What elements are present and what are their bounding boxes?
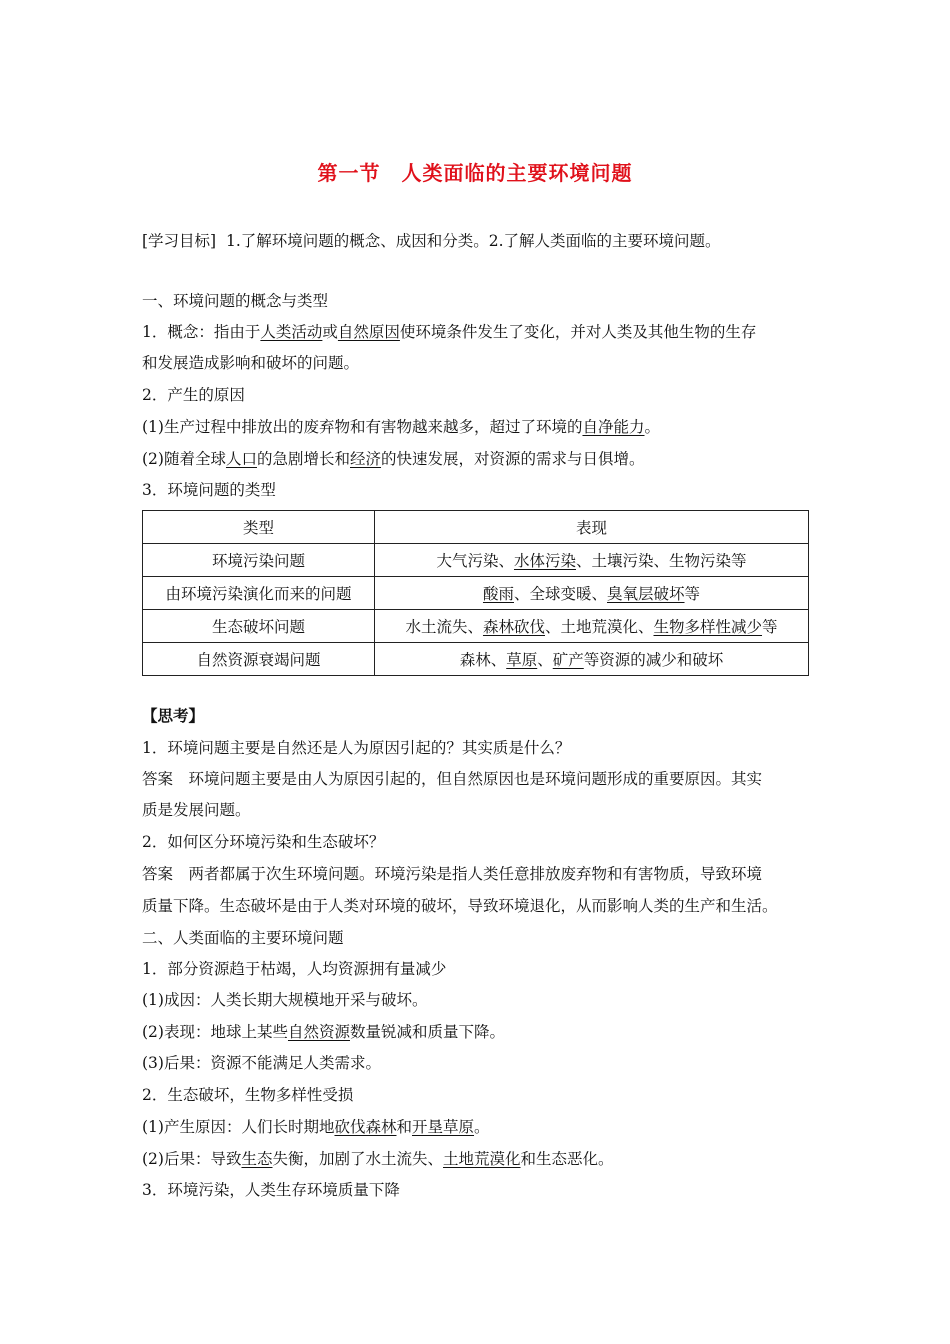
table-row [143, 577, 809, 610]
cell-text: 、全球变暖、 [513, 585, 607, 603]
table-cell-type: 环境污染问题 [143, 544, 375, 577]
learning-goals [142, 231, 721, 251]
cell-text: 、 [537, 651, 553, 669]
page-title: 第一节 人类面临的主要环境问题 [317, 161, 633, 185]
cause-text: (1)生产过程中排放出的废弃物和有害物越来越多，超过了环境的 [142, 418, 583, 436]
table-cell-manifestation [375, 577, 809, 610]
cell-text: 等 [762, 618, 778, 636]
item-text: 和生态恶化。 [520, 1150, 614, 1168]
cause-item-1 [142, 417, 660, 437]
goals-label: [学习目标] [142, 232, 217, 250]
cell-answer: 水体污染 [513, 552, 576, 570]
item-text: 数量锐减和质量下降。 [349, 1023, 505, 1041]
s2-sub3-heading: 3．环境污染，人类生存环境质量下降 [142, 1181, 400, 1199]
cell-answer: 生物多样性减少 [653, 618, 763, 636]
concept-text: 1．概念：指由于 [142, 323, 261, 341]
think-heading: 【思考】 [142, 707, 205, 725]
cause-answer-self-purification: 自净能力 [582, 418, 645, 436]
cell-text: 等资源的减少和破坏 [583, 651, 724, 669]
table-row [143, 643, 809, 676]
table-cell-manifestation [375, 643, 809, 676]
cell-answer: 森林砍伐 [482, 618, 545, 636]
item-text: (2)后果：导致 [142, 1150, 242, 1168]
section1-heading: 一、环境问题的概念与类型 [142, 292, 329, 310]
table-cell-type: 生态破坏问题 [143, 610, 375, 643]
table-header-manifestation: 表现 [375, 511, 809, 544]
item-text: 。 [474, 1118, 490, 1136]
cell-text: 森林、 [459, 651, 507, 669]
concept-line2: 和发展造成影响和破坏的问题。 [142, 354, 360, 372]
s2-sub1-heading: 1．部分资源趋于枯竭，人均资源拥有量减少 [142, 960, 447, 978]
s2-sub2-heading: 2．生态破坏，生物多样性受损 [142, 1086, 354, 1104]
s2-sub1-item-1: (1)成因：人类长期大规模地开采与破坏。 [142, 991, 428, 1009]
table-row [143, 610, 809, 643]
causes-heading: 2．产生的原因 [142, 386, 245, 404]
table-cell-type: 自然资源衰竭问题 [143, 643, 375, 676]
cell-answer: 酸雨 [482, 585, 514, 603]
concept-text: 使环境条件发生了变化，并对人类及其他生物的生存 [399, 323, 757, 341]
think-answer-1-line1: 答案 环境问题主要是由人为原因引起的，但自然原因也是环境问题形成的重要原因。其实 [142, 770, 763, 788]
cause-text: 的急剧增长和 [256, 450, 350, 468]
s2-sub2-item-1 [142, 1117, 490, 1137]
item-answer-natural-resources: 自然资源 [287, 1023, 350, 1041]
concept-text: 或 [322, 323, 338, 341]
table-header-row [143, 511, 809, 544]
item-text: 失衡，加剧了水土流失、 [272, 1150, 443, 1168]
concept-answer-human-activity: 人类活动 [260, 323, 323, 341]
item-text: (2)表现：地球上某些 [142, 1023, 288, 1041]
table-cell-manifestation [375, 544, 809, 577]
cell-text: 等 [684, 585, 701, 603]
item-answer-desertification: 土地荒漠化 [443, 1150, 521, 1168]
s2-sub1-item-3: (3)后果：资源不能满足人类需求。 [142, 1054, 381, 1072]
cause-text: 的快速发展，对资源的需求与日俱增。 [381, 450, 645, 468]
cause-item-2 [142, 449, 645, 469]
item-answer-deforestation: 砍伐森林 [334, 1118, 397, 1136]
cause-answer-economy: 经济 [350, 450, 382, 468]
cause-text: 。 [644, 418, 660, 436]
item-text: 和 [396, 1118, 412, 1136]
think-answer-2-line2: 质量下降。生态破坏是由于人类对环境的破坏，导致环境退化，从而影响人类的生产和生活。 [142, 897, 778, 915]
cell-text: 、土地荒漠化、 [544, 618, 654, 636]
think-answer-2-line1: 答案 两者都属于次生环境问题。环境污染是指人类任意排放废弃物和有害物质，导致环境 [142, 865, 763, 883]
table-cell-manifestation [375, 610, 809, 643]
cell-text: 水土流失、 [405, 618, 483, 636]
concept-answer-natural-cause: 自然原因 [337, 323, 400, 341]
goals-text: 1.了解环境问题的概念、成因和分类。2.了解人类面临的主要环境问题。 [225, 232, 721, 250]
think-question-2: 2．如何区分环境污染和生态破坏？ [142, 833, 385, 851]
item-answer-ecology: 生态 [241, 1150, 273, 1168]
s2-sub1-item-2 [142, 1022, 505, 1042]
concept-line1 [142, 322, 756, 342]
cell-answer: 矿产 [552, 651, 584, 669]
think-question-1: 1．环境问题主要是自然还是人为原因引起的？其实质是什么？ [142, 739, 571, 757]
section2-heading: 二、人类面临的主要环境问题 [142, 929, 344, 947]
cell-text: 大气污染、 [436, 552, 514, 570]
cause-text: (2)随着全球 [142, 450, 226, 468]
item-text: (1)产生原因：人们长时期地 [142, 1118, 335, 1136]
cell-answer: 臭氧层破坏 [607, 585, 685, 603]
table-header-type: 类型 [143, 511, 375, 544]
types-heading: 3．环境问题的类型 [142, 481, 276, 499]
table-row [143, 544, 809, 577]
s2-sub2-item-2 [142, 1149, 614, 1169]
problem-types-table [142, 510, 809, 676]
cell-text: 、土壤污染、生物污染等 [576, 552, 747, 570]
cell-answer: 草原 [506, 651, 538, 669]
item-answer-grassland-reclamation: 开垦草原 [412, 1118, 475, 1136]
think-answer-1-line2: 质是发展问题。 [142, 801, 251, 819]
cause-answer-population: 人口 [225, 450, 257, 468]
table-cell-type: 由环境污染演化而来的问题 [143, 577, 375, 610]
